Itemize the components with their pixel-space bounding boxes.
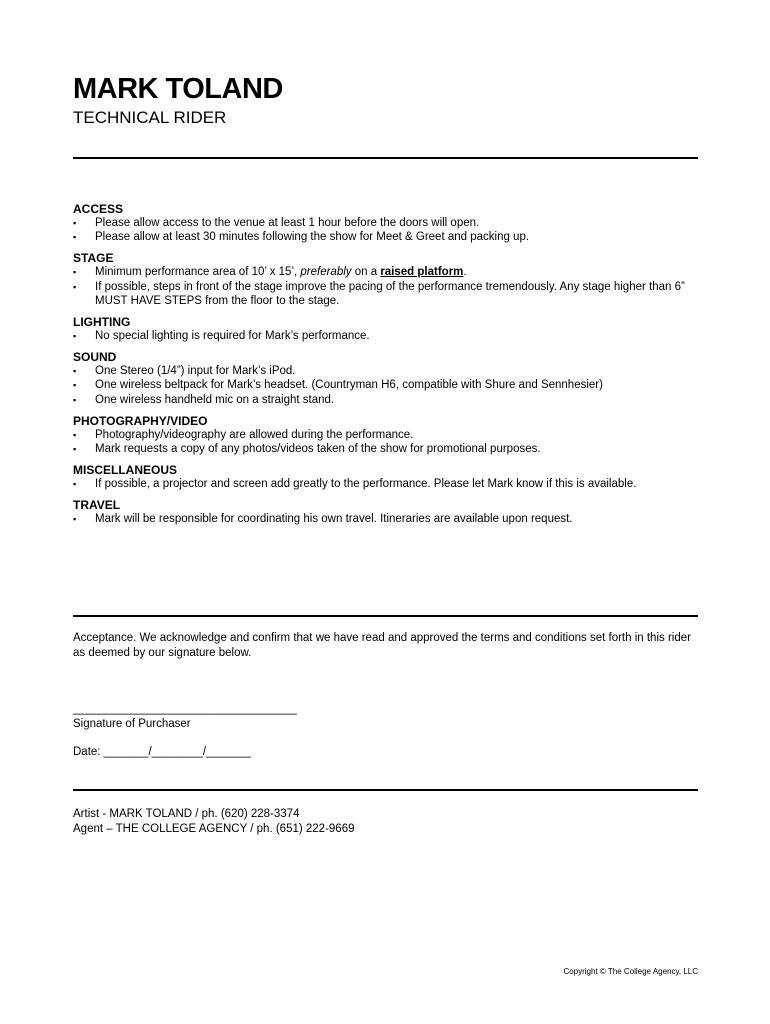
divider-middle — [73, 615, 698, 617]
divider-bottom — [73, 789, 698, 791]
list-item: ▪ Mark will be responsible for coordinating his own travel. Itineraries are available upon request. — [73, 513, 573, 526]
list-item: ▪ One wireless beltpack for Mark’s headset. (Countryman H6, compatible with Shure and Sennhesier) — [73, 379, 603, 392]
list-item: ▪ If possible, steps in front of the stage improve the pacing of the performance tremendously. Any stage higher than 6” MUST HAVE STEPS from the floor to the stage. — [73, 280, 685, 307]
artist-contact: Artist - MARK TOLAND / ph. (620) 228-3374 — [73, 808, 300, 820]
section-access — [73, 202, 698, 244]
section-lighting — [73, 315, 698, 343]
list-item: ▪ Please allow access to the venue at least 1 hour before the doors will open. — [73, 217, 480, 229]
list-item: ▪ Please allow at least 30 minutes following the show for Meet & Greet and packing up. — [73, 231, 530, 244]
section-stage — [73, 251, 698, 308]
section-heading: LIGHTING — [73, 315, 131, 330]
agent-contact: Agent – THE COLLEGE AGENCY / ph. (651) 222-9669 — [73, 823, 355, 835]
section-heading: ACCESS — [73, 202, 124, 216]
list-item: ▪ One Stereo (1/4”) input for Mark’s iPod. — [73, 365, 296, 378]
rider-sections — [73, 202, 698, 534]
section-heading: MISCELLANEOUS — [73, 463, 178, 478]
raised-platform-link[interactable]: raised platform — [380, 266, 464, 279]
bullet-icon: ▪ — [73, 429, 77, 440]
bullet-icon: ▪ — [73, 281, 77, 292]
bullet-icon: ▪ — [73, 380, 77, 391]
section-travel — [73, 498, 698, 526]
section-photography — [73, 414, 698, 456]
bullet-icon: ▪ — [73, 514, 77, 525]
list-item: ▪ Minimum performance area of 10’ x 15’, preferably on a raised platform. — [73, 266, 467, 279]
signature-line: ___________________________________ — [73, 703, 297, 715]
list-item: ▪ Photography/videography are allowed during the performance. — [73, 428, 414, 441]
list-item: ▪ No special lighting is required for Mark’s performance. — [73, 330, 370, 343]
section-sound — [73, 350, 698, 407]
acceptance-text: Acceptance. We acknowledge and confirm that we have read and approved the terms and conditions set forth in this rider as deemed by our signature below. — [73, 632, 691, 659]
bullet-icon: ▪ — [73, 267, 77, 278]
bullet-icon: ▪ — [73, 331, 77, 342]
section-miscellaneous — [73, 463, 698, 491]
list-item: ▪ One wireless handheld mic on a straight stand. — [73, 393, 335, 406]
bullet-icon: ▪ — [73, 479, 77, 490]
bullet-icon: ▪ — [73, 218, 77, 228]
list-item: ▪ Mark requests a copy of any photos/videos taken of the show for promotional purposes. — [73, 443, 541, 456]
section-heading: STAGE — [73, 251, 114, 266]
page-title: MARK TOLAND — [73, 73, 283, 105]
date-field: Date: _______/________/_______ — [73, 746, 251, 758]
bullet-icon: ▪ — [73, 394, 77, 405]
divider-top — [73, 157, 698, 159]
signature-label: Signature of Purchaser — [73, 718, 191, 730]
bullet-icon: ▪ — [73, 232, 77, 243]
list-item: ▪ If possible, a projector and screen add greatly to the performance. Please let Mark know if this is available. — [73, 478, 637, 491]
section-heading: TRAVEL — [73, 498, 121, 513]
section-heading: PHOTOGRAPHY/VIDEO — [73, 413, 208, 428]
section-heading: SOUND — [73, 350, 117, 365]
bullet-icon: ▪ — [73, 366, 77, 377]
copyright-notice: Copyright © The College Agency, LLC — [563, 967, 698, 976]
bullet-icon: ▪ — [73, 444, 77, 455]
page-subtitle: TECHNICAL RIDER — [73, 108, 227, 127]
